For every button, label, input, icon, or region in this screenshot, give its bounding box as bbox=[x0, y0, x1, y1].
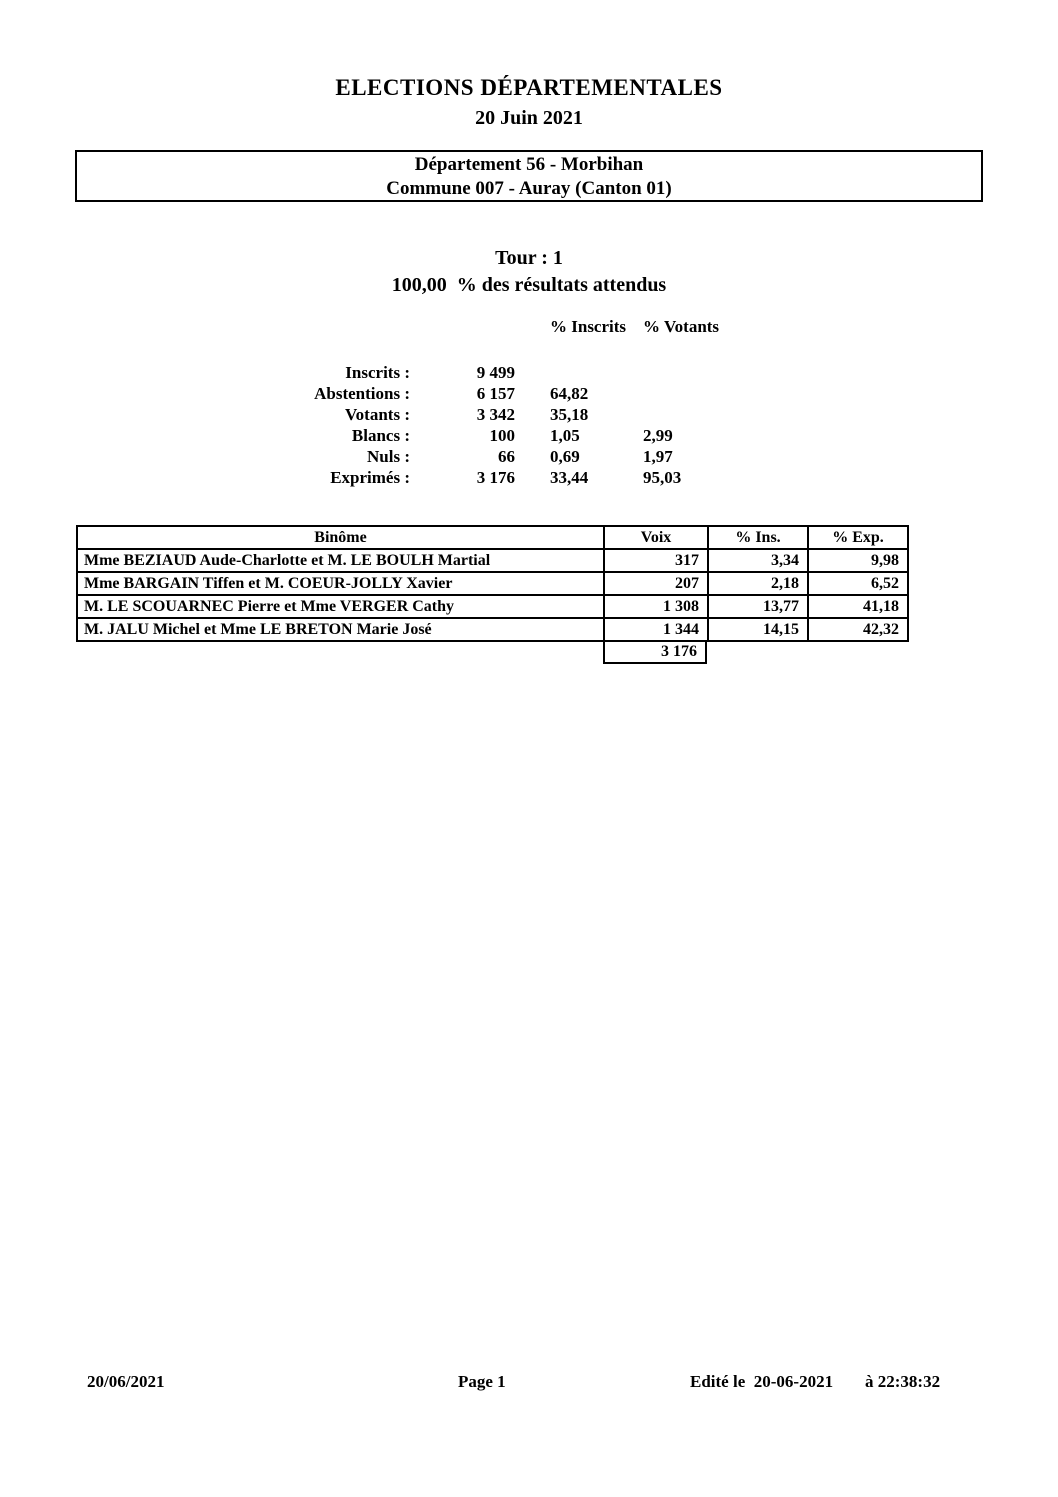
pct-votants-header: % Votants bbox=[643, 316, 720, 336]
stat-pct-inscrits: 64,82 bbox=[550, 383, 589, 403]
stat-label: Votants : bbox=[344, 404, 410, 424]
voix-value: 207 bbox=[604, 572, 708, 595]
stat-count: 100 bbox=[489, 425, 515, 445]
results-table bbox=[76, 525, 909, 642]
stat-pct-votants bbox=[643, 404, 738, 425]
pct-inscrits-header: % Inscrits bbox=[550, 316, 627, 336]
stat-label: Abstentions : bbox=[314, 383, 410, 403]
binome-header: Binôme bbox=[77, 526, 604, 549]
voix-header: Voix bbox=[604, 526, 708, 549]
voix-value: 317 bbox=[604, 549, 708, 572]
participation-row bbox=[280, 362, 738, 383]
stat-pct-votants bbox=[643, 383, 738, 404]
location-box bbox=[75, 150, 983, 202]
footer-edited-time: à 22:38:32 bbox=[865, 1372, 941, 1391]
stat-label: Exprimés : bbox=[330, 467, 410, 487]
pct-ins-value: 13,77 bbox=[708, 595, 808, 618]
participation-row bbox=[280, 425, 738, 446]
pct-exp-value: 9,98 bbox=[808, 549, 908, 572]
footer-date: 20/06/2021 bbox=[87, 1372, 165, 1391]
footer-edited-label: Edité le 20-06-2021 bbox=[690, 1372, 834, 1391]
participation-row bbox=[280, 383, 738, 404]
participation-row bbox=[280, 467, 738, 488]
stat-count: 3 176 bbox=[476, 467, 515, 487]
candidate-pair: M. LE SCOUARNEC Pierre et Mme VERGER Cathy bbox=[77, 595, 604, 618]
candidate-pair: Mme BEZIAUD Aude-Charlotte et M. LE BOULH Martial bbox=[77, 549, 604, 572]
stat-count: 6 157 bbox=[476, 383, 515, 403]
stat-label: Blancs : bbox=[351, 425, 410, 445]
stat-pct-votants: 1,97 bbox=[643, 446, 673, 466]
commune-line: Commune 007 - Auray (Canton 01) bbox=[386, 178, 672, 199]
results-row bbox=[77, 618, 908, 641]
departement-line: Département 56 - Morbihan bbox=[414, 154, 644, 175]
pct-ins-header: % Ins. bbox=[708, 526, 808, 549]
pct-ins-value: 2,18 bbox=[708, 572, 808, 595]
stat-pct-inscrits: 35,18 bbox=[550, 404, 589, 424]
results-row bbox=[77, 595, 908, 618]
document-date: 20 Juin 2021 bbox=[475, 107, 583, 129]
stat-count: 66 bbox=[498, 446, 515, 466]
stat-pct-votants: 2,99 bbox=[643, 425, 673, 445]
participation-row bbox=[280, 404, 738, 425]
stat-pct-inscrits bbox=[550, 362, 643, 383]
stat-count: 9 499 bbox=[476, 362, 515, 382]
results-header-row bbox=[77, 526, 908, 549]
stat-label: Inscrits : bbox=[345, 362, 410, 382]
candidate-pair: Mme BARGAIN Tiffen et M. COEUR-JOLLY Xavier bbox=[77, 572, 604, 595]
pct-ins-value: 3,34 bbox=[708, 549, 808, 572]
stat-pct-inscrits: 33,44 bbox=[550, 467, 589, 487]
stat-count: 3 342 bbox=[476, 404, 515, 424]
footer-page-number: Page 1 bbox=[458, 1372, 506, 1391]
results-row bbox=[77, 549, 908, 572]
results-progress: 100,00 % des résultats attendus bbox=[391, 274, 667, 296]
document-title: ELECTIONS DÉPARTEMENTALES bbox=[335, 75, 723, 100]
pct-ins-value: 14,15 bbox=[708, 618, 808, 641]
stat-pct-inscrits: 1,05 bbox=[550, 425, 580, 445]
candidate-pair: M. JALU Michel et Mme LE BRETON Marie José bbox=[77, 618, 604, 641]
pct-exp-value: 41,18 bbox=[808, 595, 908, 618]
tour-label: Tour : 1 bbox=[495, 247, 563, 269]
results-row bbox=[77, 572, 908, 595]
pct-exp-value: 42,32 bbox=[808, 618, 908, 641]
pct-exp-value: 6,52 bbox=[808, 572, 908, 595]
stat-label: Nuls : bbox=[367, 446, 410, 466]
participation-header-row bbox=[280, 316, 738, 337]
participation-stats bbox=[280, 316, 738, 488]
total-voix-cell: 3 176 bbox=[603, 642, 707, 664]
stat-pct-votants bbox=[643, 362, 738, 383]
stat-pct-votants: 95,03 bbox=[643, 467, 682, 487]
voix-value: 1 308 bbox=[604, 595, 708, 618]
pct-exp-header: % Exp. bbox=[808, 526, 908, 549]
results-section bbox=[76, 525, 909, 664]
participation-row bbox=[280, 446, 738, 467]
stat-pct-inscrits: 0,69 bbox=[550, 446, 580, 466]
voix-value: 1 344 bbox=[604, 618, 708, 641]
